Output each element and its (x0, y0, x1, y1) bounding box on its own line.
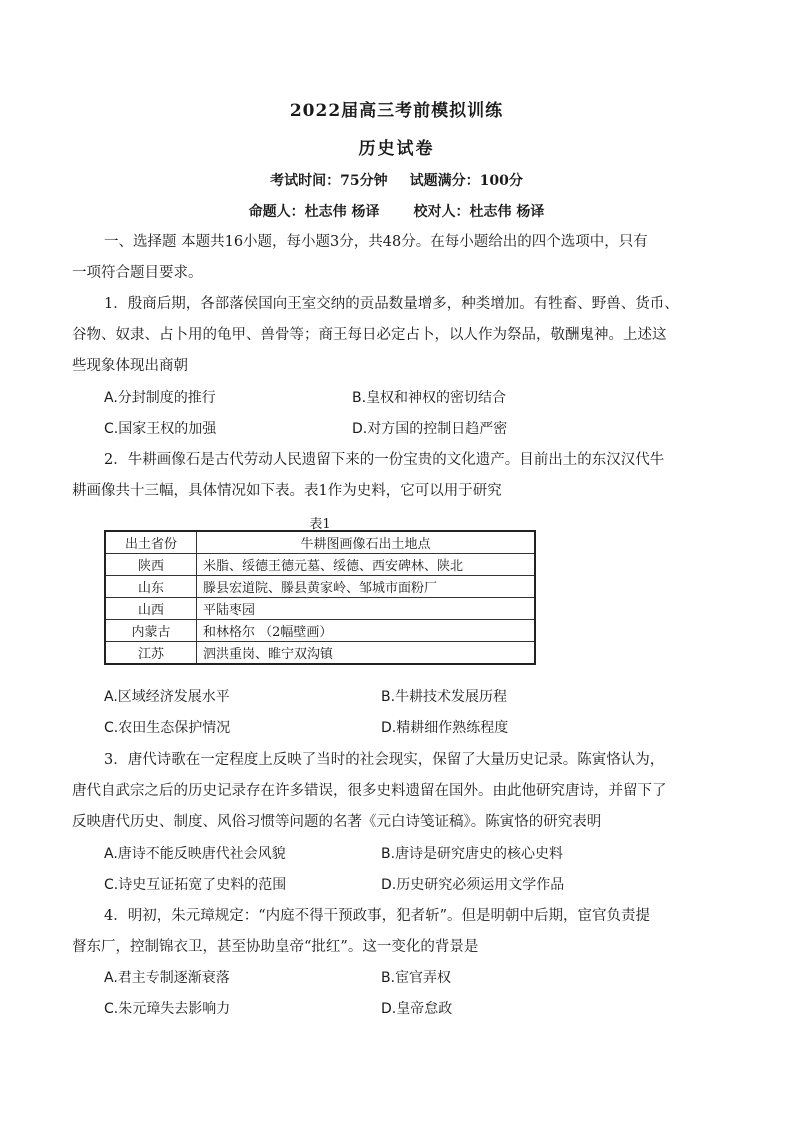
table-row (105, 576, 535, 598)
question-text: 些现象体现出商朝 (72, 358, 188, 374)
table-cell: 陕西 (105, 554, 197, 576)
authors: 命题人：杜志伟 杨译 (248, 204, 380, 220)
exam-info (0, 170, 793, 190)
table-row (105, 598, 535, 620)
option-b (381, 968, 451, 988)
option-b (381, 687, 507, 707)
option-text: 朱元璋失去影响力 (118, 1001, 231, 1017)
table-cell: 江苏 (105, 642, 197, 665)
table-header: 出土省份 (105, 531, 197, 554)
table-cell: 滕县宏道院、滕县黄家岭、邹城市面粉厂 (197, 576, 536, 598)
option-key: D. (381, 720, 397, 736)
data-table (104, 530, 536, 665)
table-cell: 平陆枣园 (197, 598, 536, 620)
option-d (381, 999, 452, 1019)
option-text: 历史研究必须运用文学作品 (396, 877, 565, 893)
option-b (381, 844, 563, 864)
option-key: A. (104, 390, 118, 406)
option-key: A. (104, 846, 118, 862)
option-text: 宦官弄权 (395, 970, 452, 986)
option-key: B. (381, 689, 396, 705)
table-cell: 内蒙古 (105, 620, 197, 642)
table-cell: 米脂、绥德王德元墓、绥德、西安碑林、陕北 (197, 554, 536, 576)
option-key: C. (104, 421, 119, 437)
author-info (0, 201, 793, 221)
option-b (352, 388, 506, 408)
question-text: 2．牛耕画像石是古代劳动人民遗留下来的一份宝贵的文化遗产。目前出土的东汉汉代牛 (104, 452, 665, 468)
option-c (104, 419, 216, 439)
option-text: 皇帝怠政 (396, 1001, 453, 1017)
option-a (104, 844, 286, 864)
option-key: D. (352, 421, 368, 437)
option-d (381, 718, 508, 738)
option-key: C. (104, 877, 119, 893)
table-row (105, 642, 535, 665)
option-key: A. (104, 970, 118, 986)
reviewers: 校对人：杜志伟 杨译 (413, 204, 545, 220)
table-cell: 和林格尔 （2幅壁画） (197, 620, 536, 642)
exam-subject: 历史试卷 (358, 139, 435, 159)
question-text: 耕画像共十三幅，具体情况如下表。表1作为史料，它可以用于研究 (72, 483, 502, 499)
option-text: 唐诗不能反映唐代社会风貌 (117, 846, 286, 862)
option-text: 农田生态保护情况 (118, 720, 231, 736)
option-key: D. (381, 877, 397, 893)
option-text: 皇权和神权的密切结合 (366, 390, 507, 406)
option-text: 诗史互证拓宽了史料的范围 (118, 877, 287, 893)
option-text: 国家王权的加强 (118, 421, 217, 437)
option-key: A. (104, 689, 118, 705)
table-cell: 泗洪重岗、睢宁双沟镇 (197, 642, 536, 665)
option-key: B. (381, 846, 396, 862)
option-d (352, 419, 507, 439)
option-text: 君主专制逐渐衰落 (117, 970, 230, 986)
option-a (104, 388, 216, 408)
question-text: 反映唐代历史、制度、风俗习惯等问题的名著《元白诗笺证稿》。陈寅恪的研究表明 (72, 814, 602, 830)
option-text: 唐诗是研究唐史的核心史料 (395, 846, 564, 862)
option-d (381, 875, 564, 895)
option-key: D. (381, 1001, 397, 1017)
section-intro-line: 一、选择题 本题共16小题，每小题3分，共48分。在每小题给出的四个选项中，只有 (104, 234, 648, 250)
table-cell: 山西 (105, 598, 197, 620)
question-text: 谷物、奴隶、占卜用的龟甲、兽骨等；商王每日必定占卜，以人作为祭品，敬酬鬼神。上述这 (72, 327, 667, 343)
option-a (104, 968, 230, 988)
question-text: 3．唐代诗歌在一定程度上反映了当时的社会现实，保留了大量历史记录。陈寅恪认为， (104, 752, 665, 768)
question-text: 督东厂，控制锦衣卫，甚至协助皇帝“批红”。这一变化的背景是 (72, 939, 479, 955)
option-text: 牛耕技术发展历程 (395, 689, 508, 705)
exam-title: 2022届高三考前模拟训练 (289, 101, 504, 121)
question-text: 1．殷商后期，各部落侯国向王室交纳的贡品数量增多，种类增加。有牲畜、野兽、货币、 (104, 296, 679, 312)
option-text: 分封制度的推行 (117, 390, 216, 406)
exam-time: 考试时间：75分钟 (270, 173, 388, 189)
section-intro-line: 一项符合题目要求。 (72, 265, 203, 281)
option-text: 精耕细作熟练程度 (396, 720, 509, 736)
question-text: 唐代自武宗之后的历史记录存在许多错误，很多史料遗留在国外。由此他研究唐诗，并留下了 (72, 783, 667, 799)
table-header-row (105, 531, 535, 554)
table-row (105, 620, 535, 642)
option-text: 区域经济发展水平 (117, 689, 230, 705)
option-key: B. (381, 970, 396, 986)
option-key: C. (104, 720, 119, 736)
full-score: 试题满分：100分 (409, 173, 523, 189)
option-key: C. (104, 1001, 119, 1017)
table-caption: 表1 (309, 517, 331, 532)
table-header: 牛耕图画像石出土地点 (197, 531, 536, 554)
question-text: 4．明初，朱元璋规定：“内庭不得干预政事，犯者斩”。但是明朝中后期，宦官负责提 (104, 908, 651, 924)
option-c (104, 999, 230, 1019)
table-cell: 山东 (105, 576, 197, 598)
option-c (104, 718, 230, 738)
option-c (104, 875, 286, 895)
table-row (105, 554, 535, 576)
option-key: B. (352, 390, 367, 406)
option-a (104, 687, 230, 707)
option-text: 对方国的控制日趋严密 (367, 421, 508, 437)
